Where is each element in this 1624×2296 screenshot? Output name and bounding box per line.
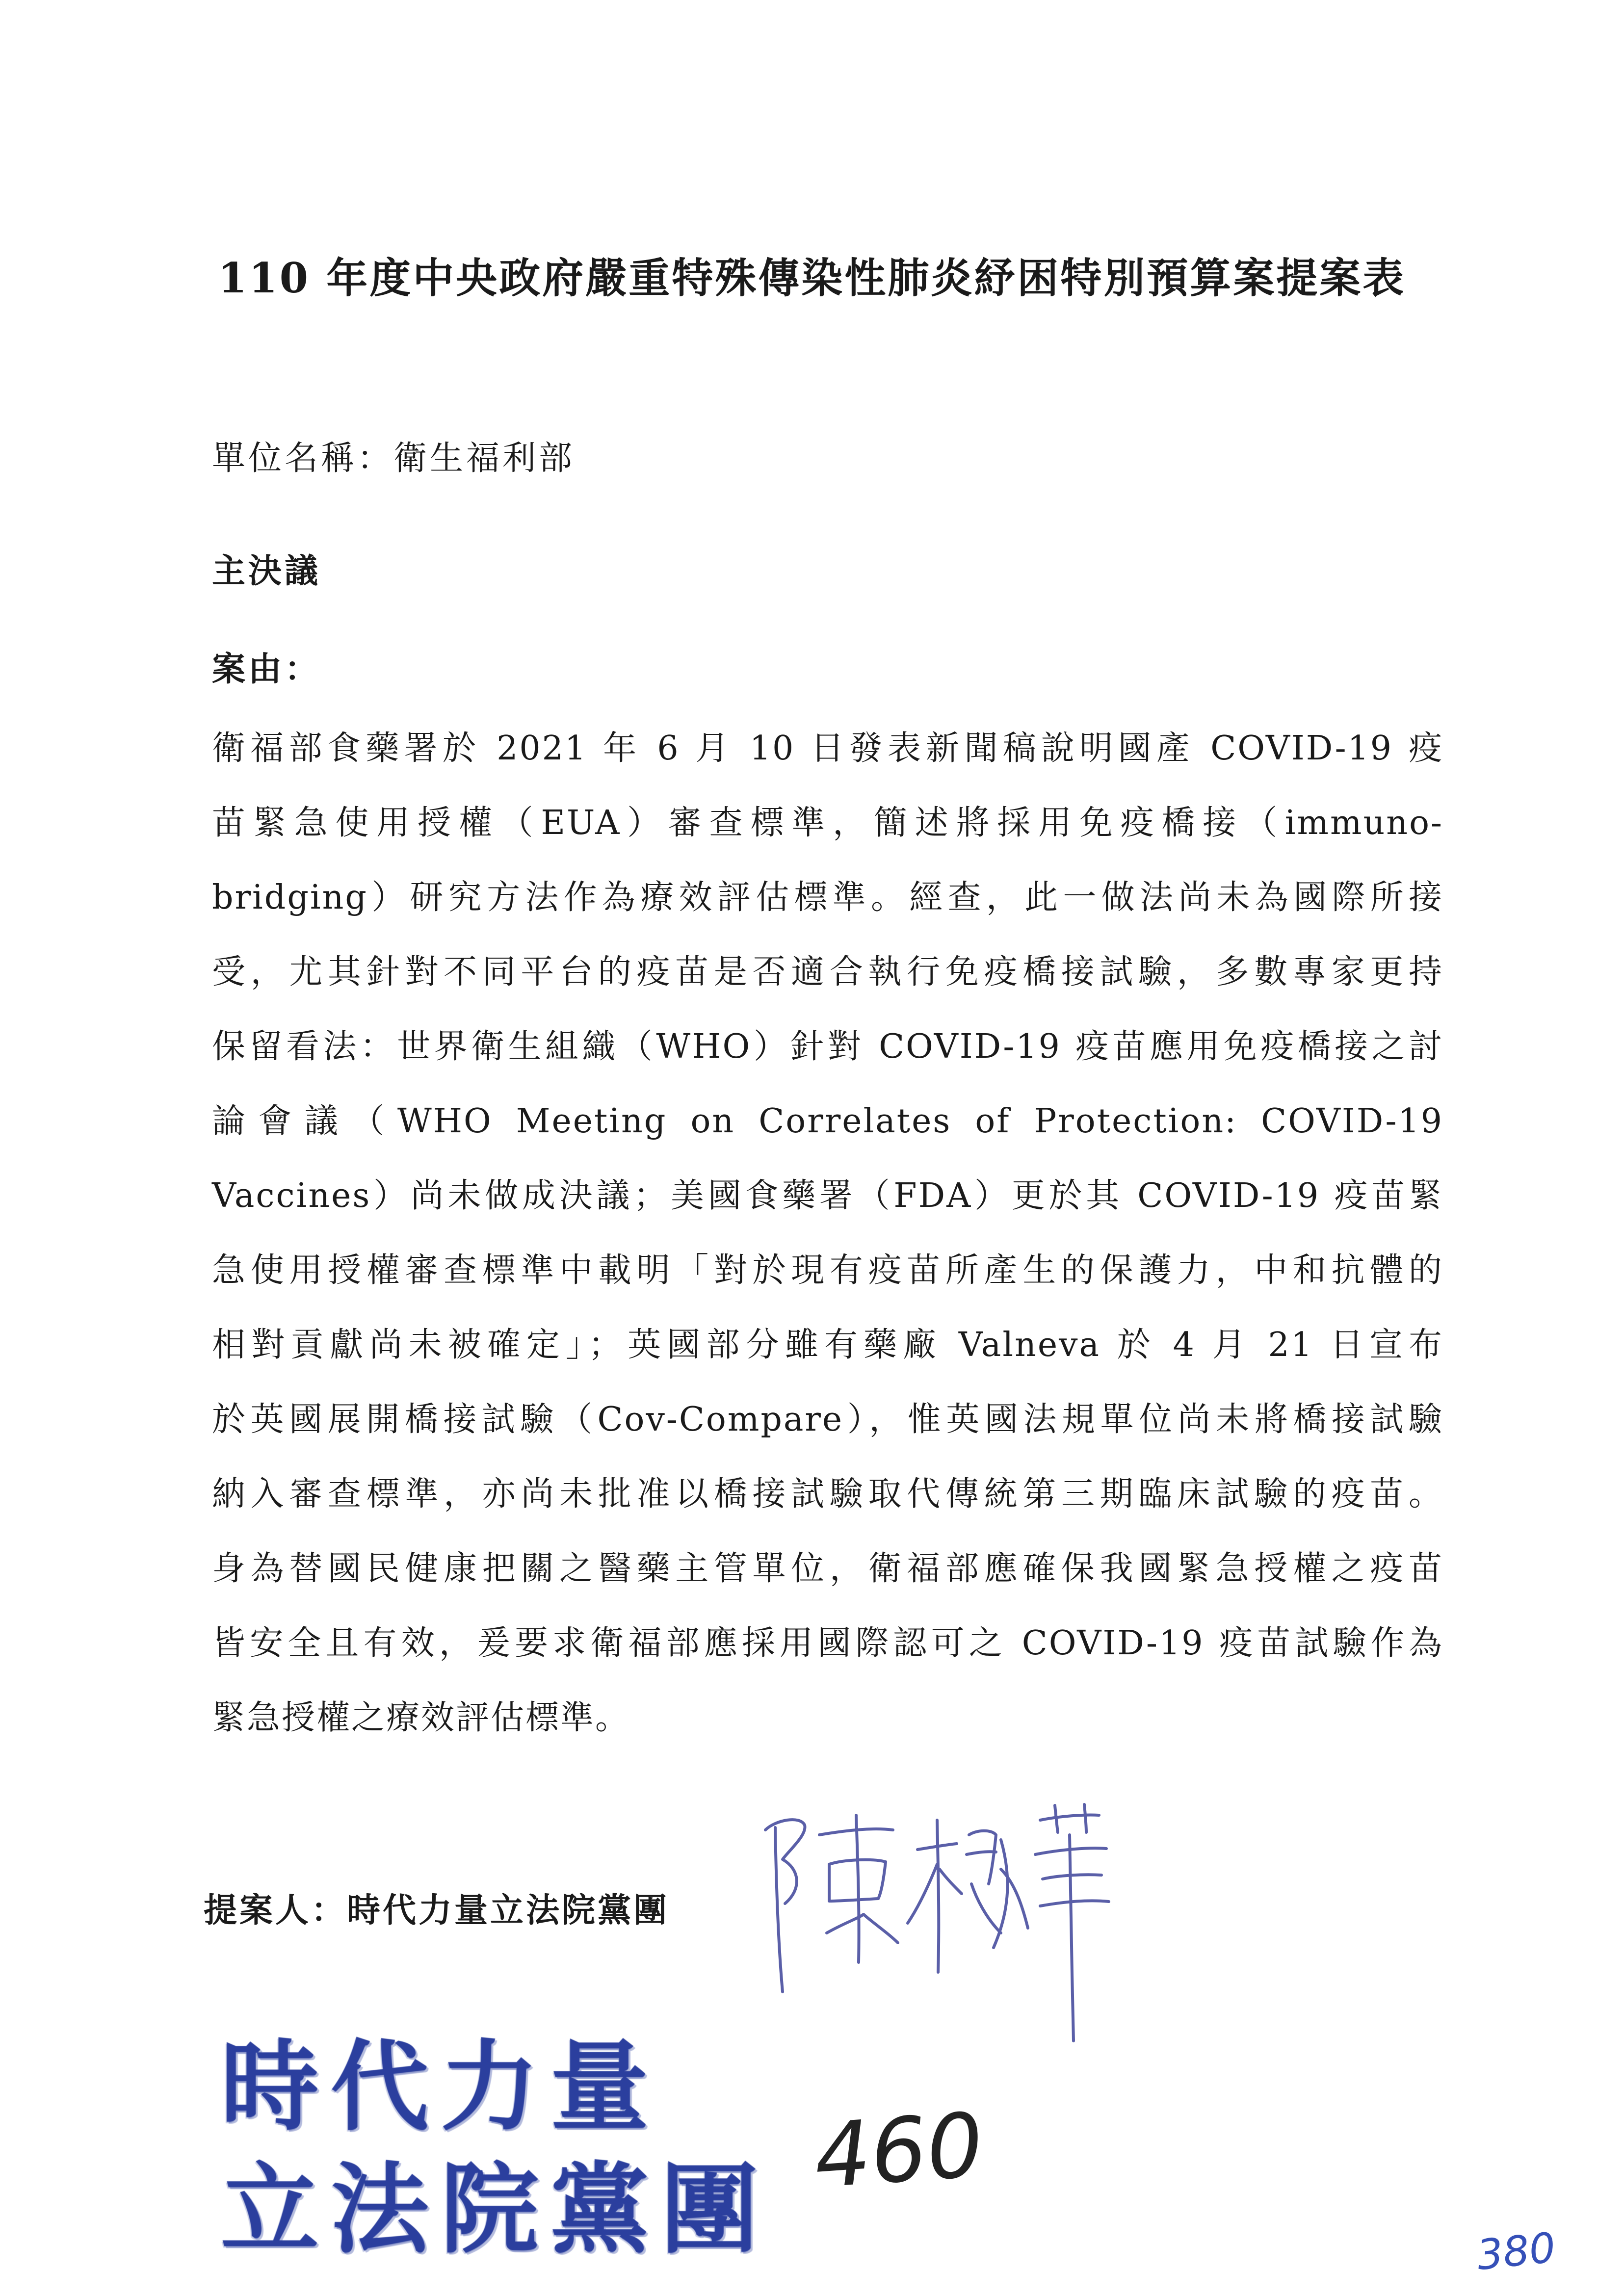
handwritten-number: 460 (811, 2094, 987, 2208)
reason-line: 身為替國民健康把關之醫藥主管單位，衛福部應確保我國緊急授權之疫苗 (212, 1549, 1443, 1588)
reason-line: 皆安全且有效，爰要求衛福部應採用國際認可之 COVID-19 疫苗試驗作為 (212, 1624, 1443, 1663)
unit-name-line: 單位名稱：衛生福利部 (212, 439, 576, 478)
document-title: 110 年度中央政府嚴重特殊傳染性肺炎紓困特別預算案提案表 (218, 254, 1406, 302)
party-caucus-stamp (221, 2026, 771, 2271)
reason-line: 於英國展開橋接試驗（Cov-Compare），惟英國法規單位尚未將橋接試驗 (212, 1400, 1443, 1439)
reason-line: 受，尤其針對不同平台的疫苗是否適合執行免疫橋接試驗，多數專家更持 (212, 953, 1443, 991)
reason-line: 苗緊急使用授權（EUA）審查標準，簡述將採用免疫橋接（immuno- (212, 804, 1443, 842)
page-number: 380 (1474, 2223, 1558, 2280)
reason-line: 保留看法：世界衛生組織（WHO）針對 COVID-19 疫苗應用免疫橋接之討 (212, 1027, 1443, 1066)
stamp-line: 時代力量 (221, 2030, 661, 2144)
reason-label: 案由： (212, 650, 321, 689)
proposer-line: 提案人：時代力量立法院黨團 (204, 1891, 670, 1930)
reason-line: bridging）研究方法作為療效評估標準。經查，此一做法尚未為國際所接 (212, 878, 1443, 917)
stamp-line: 立法院黨團 (221, 2153, 771, 2267)
reason-line: 論會議（WHO Meeting on Correlates of Protection: COVID-19 (212, 1102, 1443, 1141)
reason-line: 衛福部食藥署於 2021 年 6 月 10 日發表新聞稿說明國產 COVID-19 疫 (212, 729, 1443, 768)
handwritten-signature (746, 1786, 1119, 2051)
resolution-label: 主決議 (212, 551, 321, 591)
reason-line: 急使用授權審查標準中載明「對於現有疫苗所產生的保護力，中和抗體的 (212, 1251, 1443, 1290)
reason-line: 納入審查標準，亦尚未批准以橋接試驗取代傳統第三期臨床試驗的疫苗。 (212, 1475, 1443, 1513)
reason-line: 相對貢獻尚未被確定」；英國部分雖有藥廠 Valneva 於 4 月 21 日宣布 (212, 1326, 1443, 1364)
reason-line: 緊急授權之療效評估標準。 (212, 1698, 630, 1737)
reason-body (212, 711, 1443, 1755)
reason-line: Vaccines）尚未做成決議；美國食藥署（FDA）更於其 COVID-19 疫苗緊 (212, 1176, 1443, 1215)
